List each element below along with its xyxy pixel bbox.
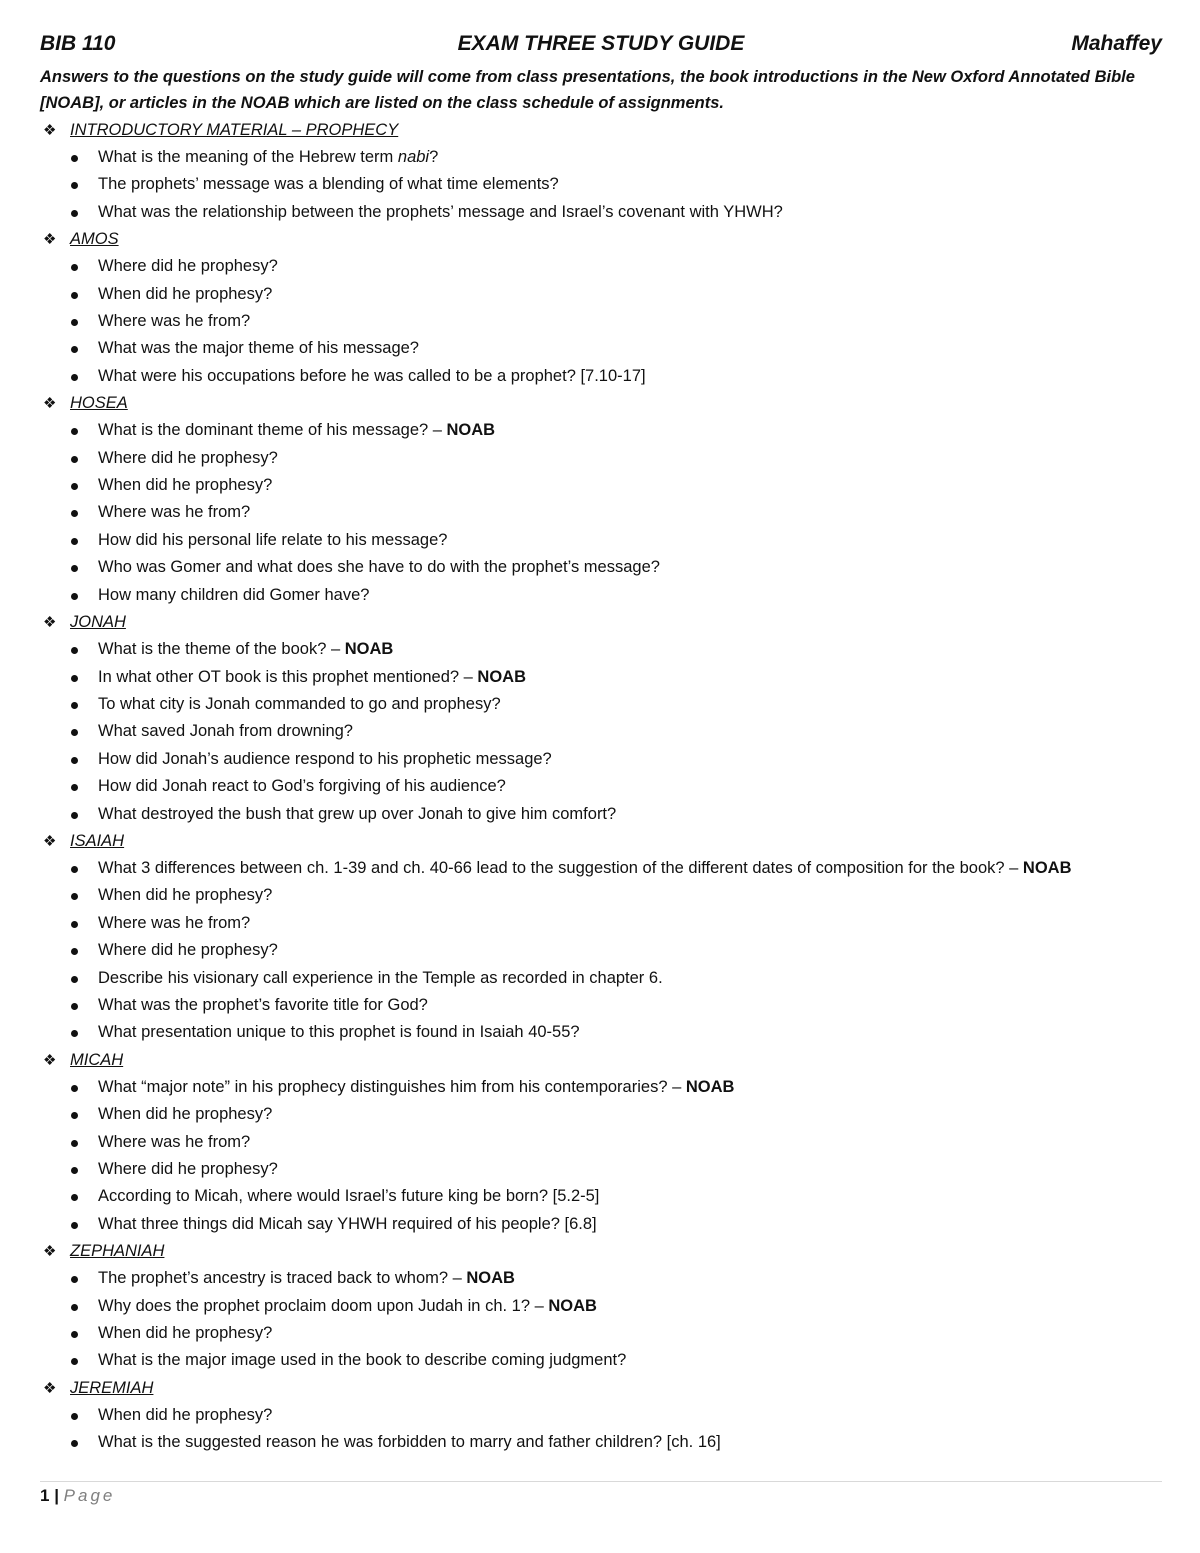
question-item (40, 882, 1162, 909)
bullet-dot-icon (71, 812, 78, 819)
section-heading (40, 1047, 1162, 1074)
section (40, 117, 1162, 226)
question-text: How did his personal life relate to his message? (98, 530, 448, 549)
question-text: When did he prophesy? (98, 1324, 273, 1343)
bullet-dot-icon (71, 1222, 78, 1229)
question-text: What was the prophet’s favorite title for God? (98, 995, 428, 1014)
question-text: How many children did Gomer have? (98, 585, 370, 604)
question-item (40, 1320, 1162, 1347)
question-item (40, 1129, 1162, 1156)
question-item (40, 801, 1162, 828)
question-bold: NOAB (548, 1296, 597, 1315)
question-text: Where was he from? (98, 312, 251, 331)
question-item (40, 472, 1162, 499)
bullet-dot-icon (71, 1440, 78, 1447)
question-text: The prophets’ message was a blending of what time elements? (98, 175, 559, 194)
question-item (40, 937, 1162, 964)
question-bold: NOAB (446, 421, 496, 440)
question-item (40, 992, 1162, 1019)
bullet-dot-icon (71, 510, 78, 517)
study-guide-sections (40, 117, 1162, 1457)
section-heading (40, 117, 1162, 144)
diamond-bullet-icon: ❖ (43, 1243, 57, 1261)
intro-paragraph: Answers to the questions on the study guide will come from class presentations, the book introductions in the New Oxford Annotated Bible [NOAB], or articles in the NOAB which are listed on the class schedule of assignments. (40, 68, 1135, 112)
question-text: Where was he from? (98, 913, 251, 932)
page-label: Page (63, 1486, 116, 1505)
section-title: HOSEA (70, 394, 128, 413)
question-item (40, 1019, 1162, 1046)
question-bold: NOAB (344, 640, 394, 659)
question-list (40, 253, 1162, 390)
question-item (40, 308, 1162, 335)
section (40, 226, 1162, 390)
document-title: EXAM THREE STUDY GUIDE (457, 32, 745, 55)
bullet-dot-icon (71, 1140, 78, 1147)
question-item (40, 855, 1162, 882)
question-text: Where did he prophesy? (98, 257, 278, 276)
bullet-dot-icon (71, 1331, 78, 1338)
question-item (40, 144, 1162, 171)
question-item (40, 253, 1162, 280)
bullet-dot-icon (71, 1413, 78, 1420)
section-title: MICAH (70, 1050, 124, 1069)
question-text: In what other OT book is this prophet mentioned? – (98, 667, 478, 686)
question-text: What were his occupations before he was called to be a prophet? [7.10-17] (98, 366, 646, 385)
question-item (40, 746, 1162, 773)
question-item (40, 335, 1162, 362)
section (40, 828, 1162, 1047)
question-text: What presentation unique to this prophet is found in Isaiah 40-55? (98, 1023, 580, 1042)
question-item (40, 965, 1162, 992)
question-item (40, 527, 1162, 554)
question-text: ? (429, 148, 439, 166)
question-item (40, 445, 1162, 472)
question-text: What was the relationship between the prophets’ message and Israel’s covenant with YHWH? (98, 202, 783, 221)
section (40, 609, 1162, 828)
bullet-dot-icon (71, 1112, 78, 1119)
diamond-bullet-icon: ❖ (43, 614, 57, 632)
question-bold: NOAB (466, 1269, 515, 1288)
bullet-dot-icon (71, 182, 78, 189)
question-item (40, 171, 1162, 198)
question-item (40, 499, 1162, 526)
bullet-dot-icon (71, 565, 78, 572)
bullet-dot-icon (71, 729, 78, 736)
question-item (40, 636, 1162, 663)
diamond-bullet-icon: ❖ (43, 1051, 57, 1069)
question-item (40, 718, 1162, 745)
question-text: What 3 differences between ch. 1-39 and ch. 40-66 lead to the suggestion of the different dates of composition for the book? – (98, 858, 1023, 877)
question-text: What three things did Micah say YHWH required of his people? [6.8] (98, 1214, 597, 1233)
question-item (40, 1101, 1162, 1128)
question-text: Who was Gomer and what does she have to do with the prophet’s message? (98, 558, 660, 577)
section-heading (40, 1238, 1162, 1265)
question-item (40, 1265, 1162, 1292)
footer-divider (40, 1481, 1162, 1482)
bullet-dot-icon (71, 1030, 78, 1037)
question-item (40, 1074, 1162, 1101)
bullet-dot-icon (71, 893, 78, 900)
bullet-dot-icon (71, 538, 78, 545)
question-text: When did he prophesy? (98, 1405, 273, 1424)
question-item (40, 910, 1162, 937)
question-list (40, 1265, 1162, 1375)
section (40, 1047, 1162, 1238)
diamond-bullet-icon: ❖ (43, 122, 57, 139)
bullet-dot-icon (71, 1276, 78, 1283)
bullet-dot-icon (71, 976, 78, 983)
question-text: When did he prophesy? (98, 476, 273, 495)
section (40, 1375, 1162, 1457)
question-text: How did Jonah react to God’s forgiving of his audience? (98, 777, 506, 796)
question-item (40, 1156, 1162, 1183)
section (40, 390, 1162, 609)
instructor-name: Mahaffey (1071, 32, 1162, 55)
question-text: Where did he prophesy? (98, 1160, 278, 1178)
section-title: ZEPHANIAH (70, 1242, 165, 1261)
question-text: Where did he prophesy? (98, 941, 278, 960)
question-text: What is the suggested reason he was forbidden to marry and father children? [ch. 16] (98, 1433, 721, 1452)
bullet-dot-icon (71, 456, 78, 463)
diamond-bullet-icon: ❖ (43, 1379, 57, 1397)
question-item (40, 664, 1162, 691)
question-item (40, 1293, 1162, 1320)
question-text: What saved Jonah from drowning? (98, 722, 353, 741)
page-header (40, 30, 1162, 64)
page-footer (40, 1486, 115, 1506)
question-text: What was the major theme of his message? (98, 339, 419, 358)
question-list (40, 636, 1162, 828)
question-item (40, 554, 1162, 581)
footer-separator: | (49, 1486, 64, 1505)
question-text: The prophet’s ancestry is traced back to whom? – (98, 1269, 467, 1288)
question-text: What “major note” in his prophecy distinguishes him from his contemporaries? – (98, 1077, 686, 1096)
section-title: JONAH (70, 613, 126, 632)
bullet-dot-icon (71, 292, 78, 299)
bullet-dot-icon (71, 784, 78, 791)
bullet-dot-icon (71, 428, 78, 435)
section-title: INTRODUCTORY MATERIAL – PROPHECY (70, 121, 399, 139)
bullet-dot-icon (71, 702, 78, 709)
section-heading (40, 1375, 1162, 1402)
bullet-dot-icon (71, 948, 78, 955)
course-code: BIB 110 (40, 32, 116, 55)
question-item (40, 1211, 1162, 1238)
question-item (40, 281, 1162, 308)
question-text: What is the theme of the book? – (98, 640, 345, 659)
question-text: Where was he from? (98, 503, 251, 522)
question-text: When did he prophesy? (98, 886, 273, 905)
question-bold: NOAB (1022, 858, 1072, 877)
section-title: AMOS (70, 230, 119, 249)
bullet-dot-icon (71, 1358, 78, 1365)
question-item (40, 199, 1162, 226)
question-item (40, 1183, 1162, 1210)
question-text: Where was he from? (98, 1132, 251, 1151)
section (40, 1238, 1162, 1375)
bullet-dot-icon (71, 921, 78, 928)
question-text: When did he prophesy? (98, 284, 273, 303)
bullet-dot-icon (71, 647, 78, 654)
bullet-dot-icon (71, 1304, 78, 1311)
question-text: According to Micah, where would Israel’s future king be born? [5.2-5] (98, 1187, 600, 1206)
question-item (40, 1429, 1162, 1456)
question-item (40, 691, 1162, 718)
question-item (40, 582, 1162, 609)
question-text: Describe his visionary call experience in the Temple as recorded in chapter 6. (98, 968, 663, 987)
bullet-dot-icon (71, 757, 78, 764)
question-bold: NOAB (477, 667, 527, 686)
question-list (40, 1402, 1162, 1457)
question-bold: NOAB (685, 1077, 735, 1096)
bullet-dot-icon (71, 346, 78, 353)
document-page (40, 30, 1162, 1457)
bullet-dot-icon (71, 319, 78, 326)
bullet-dot-icon (71, 210, 78, 217)
question-ital: nabi (397, 148, 430, 166)
diamond-bullet-icon: ❖ (43, 395, 57, 413)
question-text: What is the dominant theme of his message? – (98, 421, 447, 440)
question-text: Where did he prophesy? (98, 448, 278, 467)
question-list (40, 1074, 1162, 1238)
question-text: What is the major image used in the book to describe coming judgment? (98, 1351, 627, 1370)
diamond-bullet-icon: ❖ (43, 231, 57, 249)
question-pre: What is the meaning of the Hebrew term (98, 148, 398, 166)
diamond-bullet-icon: ❖ (43, 832, 57, 850)
question-list (40, 417, 1162, 609)
bullet-dot-icon (71, 593, 78, 600)
bullet-dot-icon (71, 483, 78, 490)
bullet-dot-icon (71, 866, 78, 873)
section-title: JEREMIAH (70, 1378, 154, 1397)
bullet-dot-icon (71, 1194, 78, 1201)
question-item (40, 773, 1162, 800)
page-number: 1 (40, 1486, 50, 1505)
question-item (40, 1402, 1162, 1429)
section-heading (40, 828, 1162, 855)
question-text: When did he prophesy? (98, 1105, 273, 1124)
question-text: How did Jonah’s audience respond to his prophetic message? (98, 749, 552, 768)
bullet-dot-icon (71, 1003, 78, 1010)
question-list (40, 144, 1162, 226)
question-item (40, 1347, 1162, 1374)
section-heading (40, 609, 1162, 636)
question-text: What destroyed the bush that grew up over Jonah to give him comfort? (98, 804, 617, 823)
question-list (40, 855, 1162, 1047)
question-text: To what city is Jonah commanded to go and prophesy? (98, 694, 501, 713)
question-item (40, 363, 1162, 390)
bullet-dot-icon (71, 155, 78, 162)
question-text: Why does the prophet proclaim doom upon Judah in ch. 1? – (98, 1296, 549, 1315)
bullet-dot-icon (71, 374, 78, 381)
bullet-dot-icon (71, 264, 78, 271)
section-title: ISAIAH (70, 831, 125, 850)
bullet-dot-icon (71, 1085, 78, 1092)
question-item (40, 417, 1162, 444)
bullet-dot-icon (71, 675, 78, 682)
bullet-dot-icon (71, 1167, 78, 1174)
section-heading (40, 226, 1162, 253)
section-heading (40, 390, 1162, 417)
